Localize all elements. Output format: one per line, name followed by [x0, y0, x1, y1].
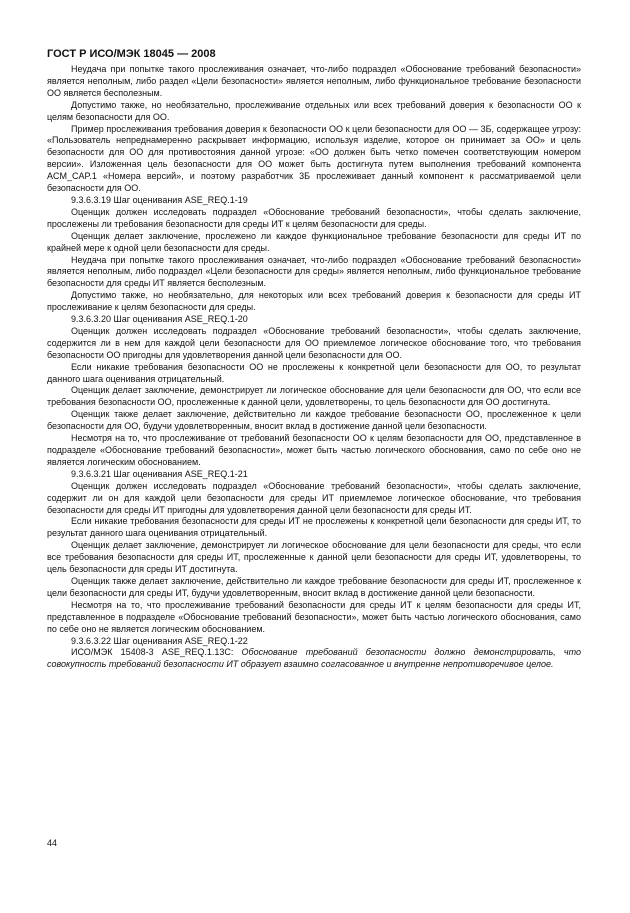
- paragraph: Оценщик должен исследовать подраздел «Обоснование требований безопасности», чтобы сделать заключение, содержится ли в нем для каждой цели безопасности для ОО приемлемое логическое обоснование того, что требования безопасности ОО пригодны для удовлетворения данной цели безопасности для ОО.: [47, 325, 581, 360]
- paragraph: Несмотря на то, что прослеживание требований безопасности для среды ИТ к целям безопасности для среды ИТ, представленное в подразделе «Обоснование требований безопасности», может быть частью логического обоснования, само по себе оно не является логическим обоснованием.: [47, 599, 581, 634]
- paragraph: Допустимо также, но необязательно, для некоторых или всех требований доверия к безопасности для среды ИТ прослеживание к целям безопасности для среды.: [47, 290, 581, 313]
- paragraph: Пример прослеживания требования доверия к безопасности ОО к цели безопасности для ОО — 3Б, содержащее угрозу: «Пользователь непреднамеренно раскрывает информацию, используя изделие, которое он принимает за ОО» и цель безопасности для ОО для противостояния данной угрозе: «ОО должен быть четко помечен соответствующим номером версии». Изложенная цель безопасности для ОО может быть достигнута путем выполнения требований компонента ACM_CAP.1 «Номера версий», и поэтому разработчик 3Б прослеживает данный компонент к рассматриваемой цели безопасности для ОО.: [47, 123, 581, 194]
- standard-reference-paragraph: [47, 647, 581, 671]
- body-text: [47, 64, 581, 671]
- paragraph: Если никакие требования безопасности ОО не прослежены к конкретной цели безопасности для ОО, то результат данного шага оценивания отрицательный.: [47, 361, 581, 384]
- paragraph: Несмотря на то, что прослеживание от требований безопасности ОО к целям безопасности для ОО, представленное в подразделе «Обоснование требований безопасности», может быть частью логического обоснования, само по себе оно не является логическим обоснованием.: [47, 433, 581, 467]
- paragraph: Оценщик должен исследовать подраздел «Обоснование требований безопасности», чтобы сделать заключение, прослежены ли требования безопасности для среды ИТ к целям безопасности для среды.: [47, 206, 581, 229]
- reference-prefix: ИСО/МЭК 15408-3 ASE_REQ.1.13C:: [71, 647, 242, 658]
- step-heading: 9.3.6.3.20 Шаг оценивания ASE_REQ.1-20: [71, 314, 248, 325]
- paragraph: Если никакие требования безопасности для среды ИТ не прослежены к конкретной цели безопасности для среды ИТ, то результат данного шага оценивания отрицательный.: [47, 516, 581, 539]
- paragraph: Допустимо также, но необязательно, прослеживание отдельных или всех требований доверия к безопасности ОО к целям безопасности для ОО.: [47, 99, 581, 122]
- step-heading: 9.3.6.3.19 Шаг оценивания ASE_REQ.1-19: [71, 194, 248, 205]
- paragraph: Неудача при попытке такого прослеживания означает, что-либо подраздел «Обоснование требований безопасности» является неполным, либо раздел «Цели безопасности» является неполным, либо функциональное требование безопасности ОО является бесполезным.: [47, 64, 581, 98]
- paragraph: Неудача при попытке такого прослеживания означает, что-либо подраздел «Обоснование требований безопасности» является неполным, либо подраздел «Цели безопасности для среды» является неполным, либо функциональное требование безопасности для среды ИТ является бесполезным.: [47, 254, 581, 289]
- document-header: ГОСТ Р ИСО/МЭК 18045 — 2008: [47, 48, 216, 60]
- paragraph: Оценщик делает заключение, демонстрирует ли логическое обоснование для цели безопасности для ОО, что если все требования безопасности ОО, прослеженные к данной цели, удовлетворены, то цель безопасности для ОО достигнута.: [47, 385, 581, 408]
- paragraph: Оценщик делает заключение, прослежено ли каждое функциональное требование безопасности для среды ИТ по крайней мере к одной цели безопасности для среды.: [47, 230, 581, 253]
- paragraph: Оценщик также делает заключение, действительно ли каждое требование безопасности для среды ИТ, прослеженное к цели безопасности для среды ИТ, будучи удовлетворенным, вносит вклад в достижение данной цели безопасности.: [47, 575, 581, 598]
- paragraph: Оценщик также делает заключение, действительно ли каждое требование безопасности ОО, прослеженное к цели безопасности для ОО, будучи удовлетворенным, вносит вклад в достижение данной цели безопасности.: [47, 409, 581, 432]
- reference-italic-text: Обоснование требований безопасности должно демонстрировать, что совокупность требований безопасности ИТ образует взаимно согласованное и внутренне непротиворечивое целое.: [47, 647, 581, 670]
- paragraph: Оценщик делает заключение, демонстрирует ли логическое обоснование для цели безопасности для среды, что если все требования безопасности для среды ИТ, прослеженные к данной цели безопасности для среды ИТ, удовлетворены, то цель безопасности для среды ИТ достигнута.: [47, 540, 581, 575]
- paragraph: Оценщик должен исследовать подраздел «Обоснование требований безопасности», чтобы сделать заключение, содержит ли он для каждой цели безопасности для среды ИТ приемлемое логическое обоснование, что требования безопасности для среды ИТ пригодны для удовлетворения данной цели безопасности для среды ИТ.: [47, 480, 581, 515]
- page-number: 44: [47, 838, 58, 848]
- step-heading: 9.3.6.3.22 Шаг оценивания ASE_REQ.1-22: [71, 635, 248, 646]
- step-heading: 9.3.6.3.21 Шаг оценивания ASE_REQ.1-21: [71, 468, 248, 479]
